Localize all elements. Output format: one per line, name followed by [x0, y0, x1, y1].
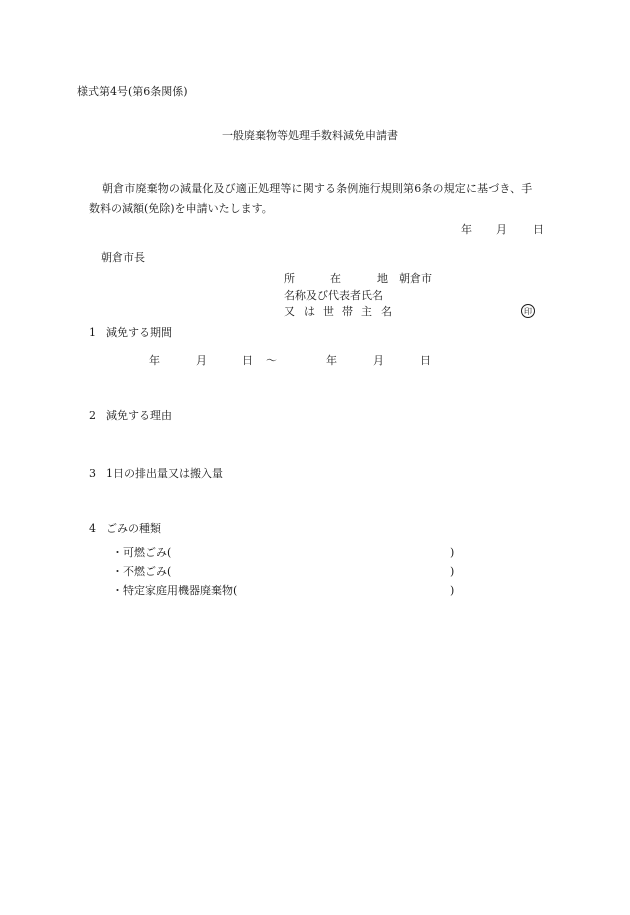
- household-label-char-5: 主: [361, 305, 372, 318]
- address-label-char-3: 地: [377, 272, 388, 285]
- section-4-number: 4: [89, 522, 96, 535]
- section-2-number: 2: [89, 409, 96, 422]
- form-number: 様式第4号(第6条関係): [77, 85, 188, 98]
- waste-type-burnable: ・可燃ごみ(: [112, 546, 172, 559]
- date-month: 月: [496, 223, 507, 236]
- household-label-char-4: 帯: [342, 305, 353, 318]
- section-1-number: 1: [89, 326, 96, 339]
- section-1-label: 減免する期間: [106, 326, 172, 339]
- address-value: 朝倉市: [399, 272, 432, 285]
- period-start-month: 月: [196, 354, 207, 367]
- household-label-char-1: 又: [284, 305, 295, 318]
- body-text-line-1: 朝倉市廃棄物の減量化及び適正処理等に関する条例施行規則第6条の規定に基づき、手: [102, 182, 533, 195]
- waste-type-appliance: ・特定家庭用機器廃棄物(: [112, 584, 238, 597]
- document-title: 一般廃棄物等処理手数料減免申請書: [222, 129, 398, 142]
- period-start-year: 年: [149, 354, 160, 367]
- waste-type-nonburnable: ・不燃ごみ(: [112, 565, 172, 578]
- date-year: 年: [461, 223, 472, 236]
- address-label-char-2: 在: [330, 272, 341, 285]
- name-label: 名称及び代表者氏名: [284, 289, 383, 302]
- waste-type-burnable-close: ): [450, 546, 455, 559]
- period-tilde: 〜: [266, 354, 277, 367]
- seal-mark-icon: 印: [521, 304, 535, 318]
- section-3-number: 3: [89, 467, 96, 480]
- period-start-day: 日: [242, 354, 253, 367]
- waste-type-nonburnable-close: ): [450, 565, 455, 578]
- household-label-char-3: 世: [323, 305, 334, 318]
- body-text-line-2: 数料の減額(免除)を申請いたします。: [89, 202, 273, 215]
- section-3-label: 1日の排出量又は搬入量: [106, 467, 223, 480]
- section-4-label: ごみの種類: [106, 522, 161, 535]
- household-label-char-2: は: [304, 305, 315, 318]
- waste-type-appliance-close: ): [450, 584, 455, 597]
- period-end-year: 年: [326, 354, 337, 367]
- household-label-char-6: 名: [381, 305, 392, 318]
- period-end-month: 月: [373, 354, 384, 367]
- address-label-char-1: 所: [284, 272, 295, 285]
- section-2-label: 減免する理由: [106, 409, 172, 422]
- period-end-day: 日: [420, 354, 431, 367]
- date-day: 日: [533, 223, 544, 236]
- recipient: 朝倉市長: [101, 251, 145, 264]
